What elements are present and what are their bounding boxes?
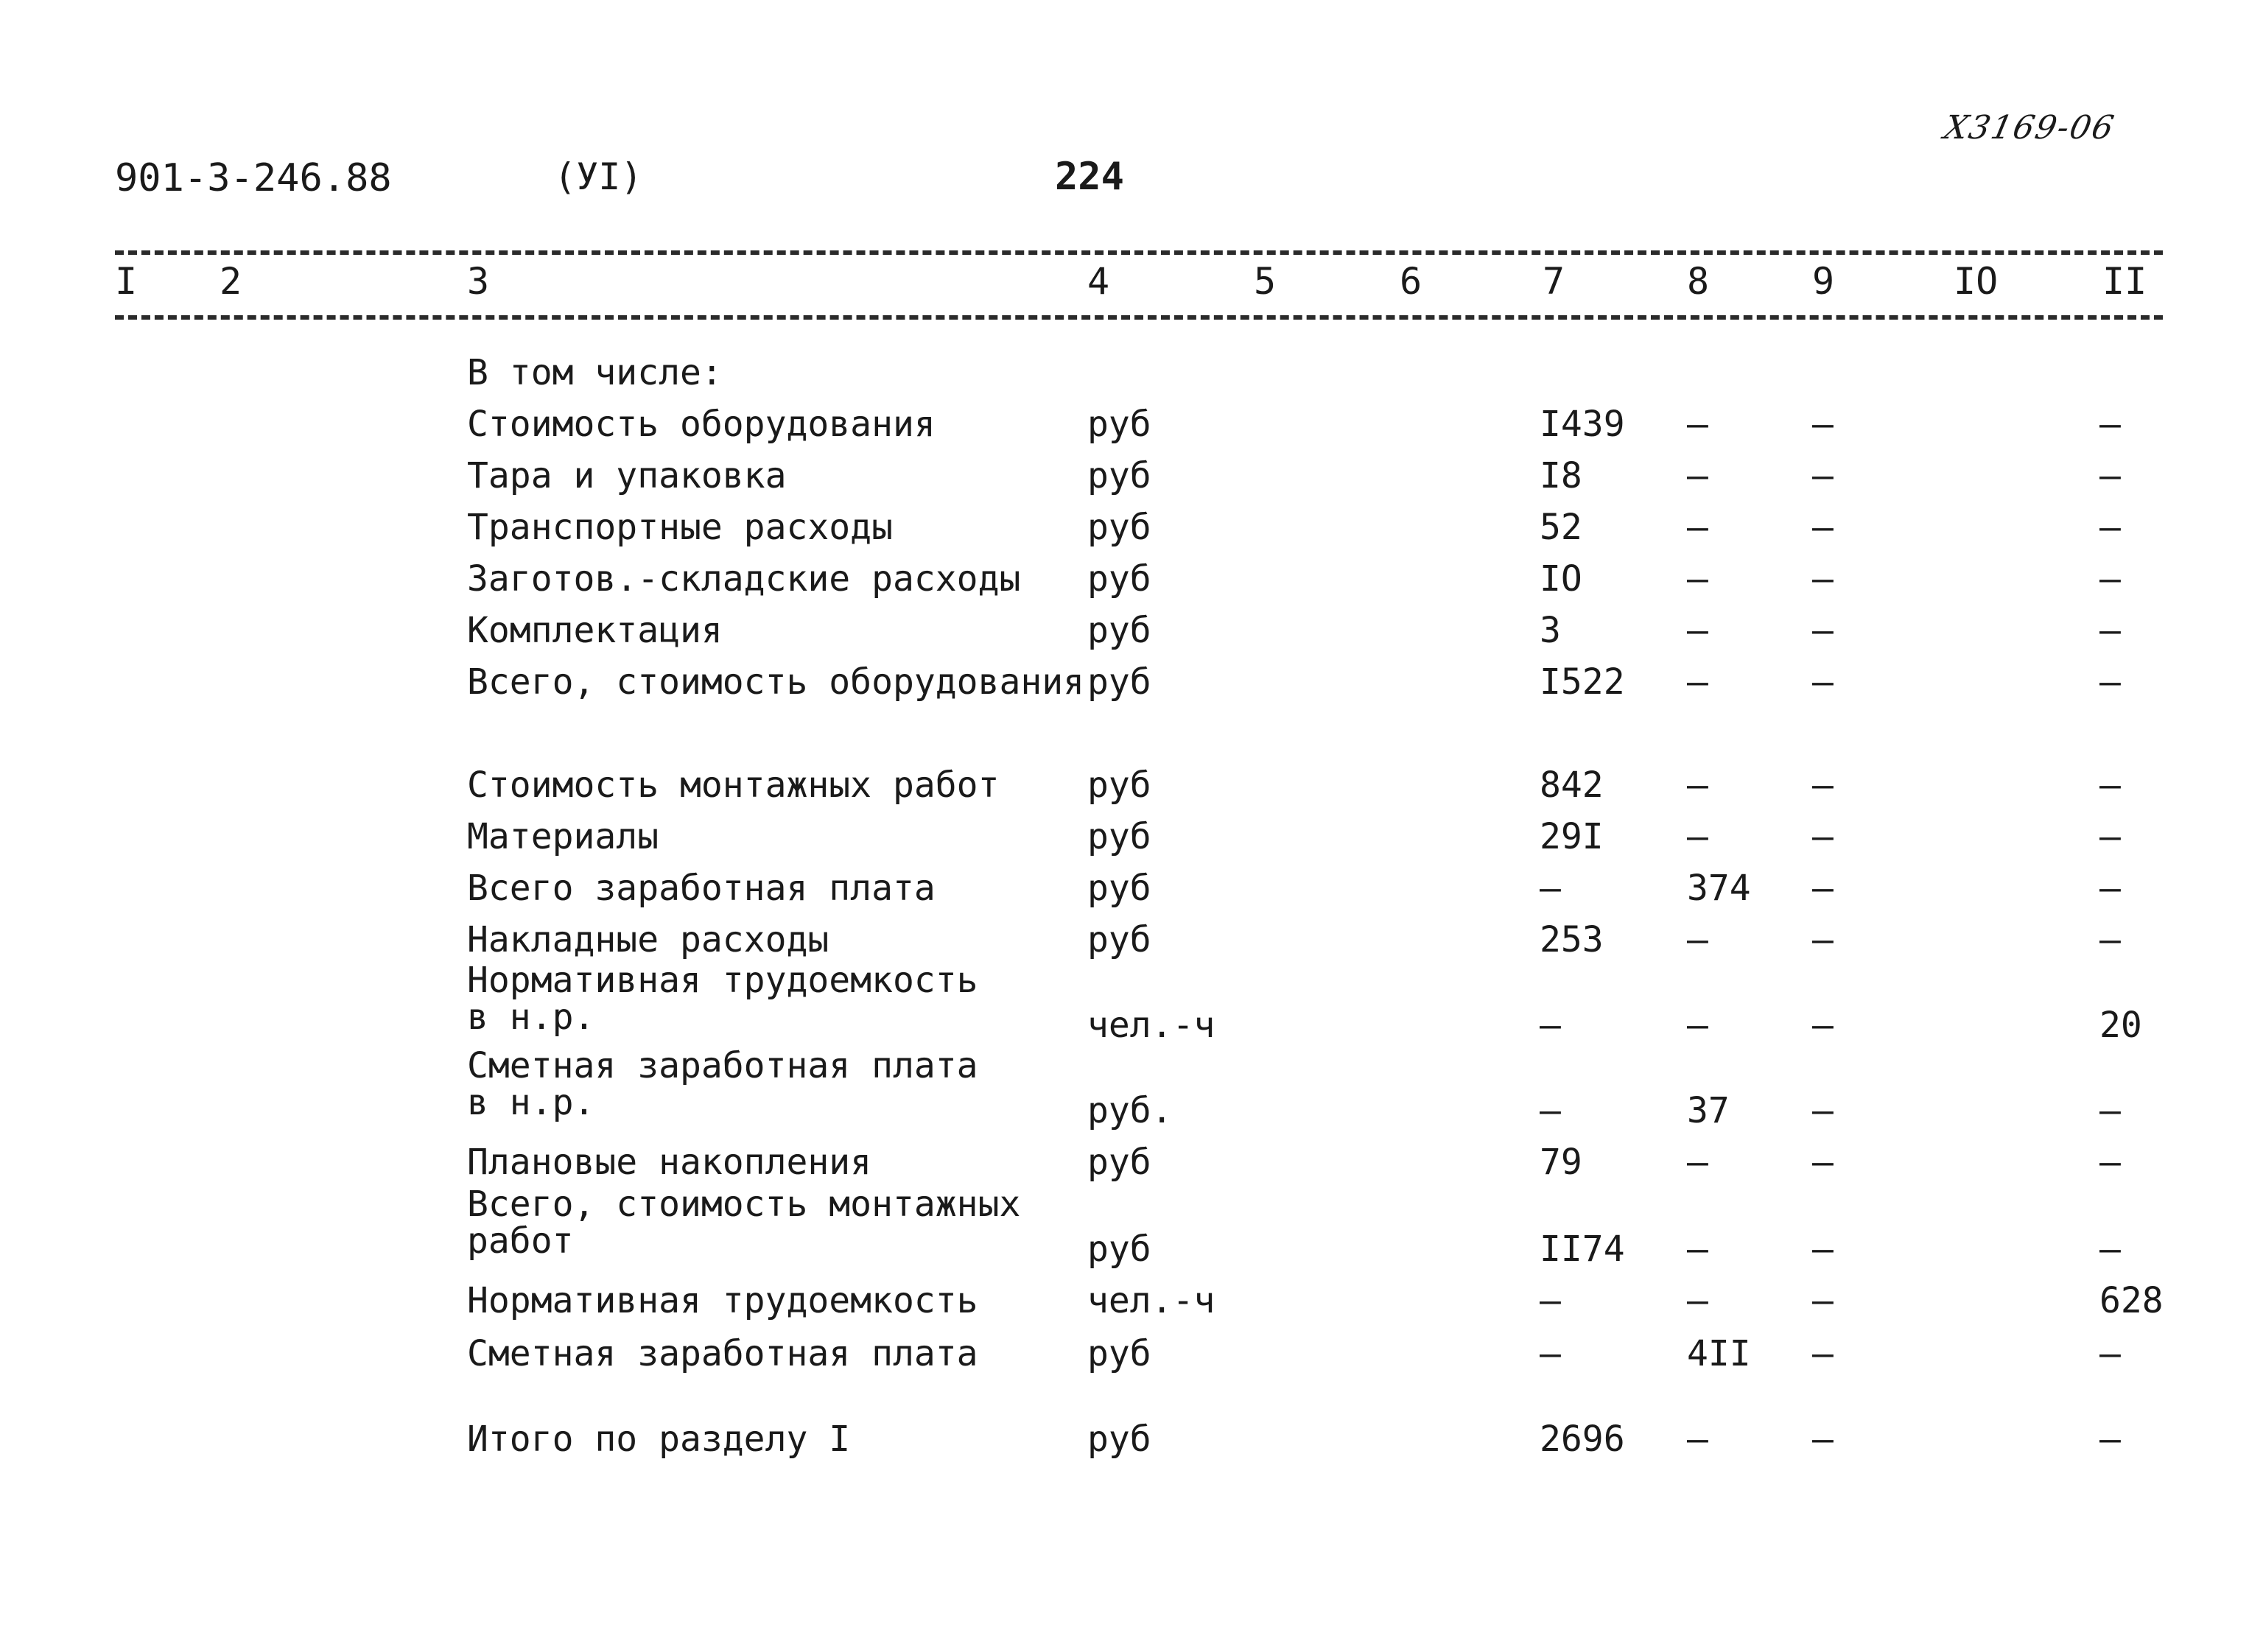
cell-c8: – [1687,610,1708,651]
cell-c8: – [1687,816,1708,857]
column-header: IO [1954,260,1999,303]
cell-c9: – [1812,765,1834,806]
cell-c9: – [1812,1090,1834,1131]
table-row [0,1184,2263,1270]
table-row [0,661,2263,713]
cell-c11: – [2099,868,2121,909]
cell-c11: – [2099,816,2121,857]
cell-c8: – [1687,1280,1708,1321]
cell-c9: – [1812,455,1834,496]
cell-c11: – [2099,610,2121,651]
row-label: Стоимость оборудования [467,404,936,445]
row-unit: руб [1087,765,1151,806]
row-unit: руб [1087,610,1151,651]
cell-c7: IO [1540,558,1582,600]
row-label: Стоимость монтажных работ [467,765,1000,806]
row-label: Всего заработная плата [467,868,936,909]
row-label: Заготов.-складские расходы [467,558,1021,600]
cell-c9: – [1812,1333,1834,1374]
cell-c9: – [1812,404,1834,445]
cell-c8: – [1687,1229,1708,1270]
table-row [0,1280,2263,1332]
column-header: 5 [1254,260,1277,303]
row-label: Нормативная трудоемкость [467,1280,978,1321]
table-row [0,352,2263,404]
row-unit: чел.-ч [1087,1280,1215,1321]
cell-c11: – [2099,455,2121,496]
cell-c8: – [1687,507,1708,548]
cell-c7: 253 [1540,919,1604,960]
cell-c8: 37 [1687,1090,1730,1131]
cell-c9: – [1812,868,1834,909]
cell-c7: II74 [1540,1229,1625,1270]
row-label: Накладные расходы [467,919,829,960]
cell-c11: – [2099,661,2121,703]
cell-c9: – [1812,1005,1834,1046]
row-label: Транспортные расходы [467,507,893,548]
cell-c9: – [1812,661,1834,703]
cell-c8: 374 [1687,868,1751,909]
column-header: 8 [1687,260,1710,303]
cell-c8: – [1687,661,1708,703]
cell-c9: – [1812,1280,1834,1321]
cell-c7: I522 [1540,661,1625,703]
cell-c9: – [1812,610,1834,651]
cell-c8: – [1687,1005,1708,1046]
row-label: Всего, стоимость оборудования [467,661,1085,703]
row-unit: руб [1087,507,1151,548]
cell-c9: – [1812,1229,1834,1270]
column-header: 2 [220,260,242,303]
row-unit: руб [1087,661,1151,703]
cell-c7: 2696 [1540,1419,1625,1460]
cell-c9: – [1812,1419,1834,1460]
cell-c9: – [1812,507,1834,548]
row-label: Материалы [467,816,659,857]
column-header: 3 [467,260,490,303]
cell-c9: – [1812,558,1834,600]
cell-c7: I439 [1540,404,1625,445]
table-row [0,558,2263,610]
cell-c11: – [2099,919,2121,960]
row-label: Комплектация [467,610,723,651]
row-label: Итого по разделу I [467,1419,851,1460]
row-unit: руб [1087,919,1151,960]
cell-c11: – [2099,765,2121,806]
cell-c8: – [1687,765,1708,806]
cell-c9: – [1812,919,1834,960]
cell-c7: 29I [1540,816,1604,857]
cell-c11: – [2099,1333,2121,1374]
part-number: (УI) [554,155,643,198]
top-dashed-rule [115,250,2163,255]
table-row [0,507,2263,558]
table-row [0,960,2263,1046]
table-row [0,455,2263,507]
table-row [0,765,2263,816]
table-row [0,610,2263,661]
cell-c7: I8 [1540,455,1582,496]
row-unit: руб [1087,816,1151,857]
bottom-dashed-rule [115,315,2163,320]
row-unit: руб [1087,1333,1151,1374]
cell-c8: – [1687,455,1708,496]
cell-c8: 4II [1687,1333,1751,1374]
cell-c11: – [2099,1142,2121,1183]
row-label: В том числе: [467,352,723,393]
table-row [0,1142,2263,1193]
cell-c7: 3 [1540,610,1561,651]
column-header: 6 [1400,260,1422,303]
row-label: Сметная заработная плата [467,1333,978,1374]
cell-c11: – [2099,1419,2121,1460]
cell-c7: 79 [1540,1142,1582,1183]
table-row [0,919,2263,971]
row-unit: руб [1087,868,1151,909]
row-unit: руб [1087,1419,1151,1460]
cell-c11: – [2099,404,2121,445]
row-unit: руб [1087,1142,1151,1183]
cell-c9: – [1812,1142,1834,1183]
table-row [0,1045,2263,1131]
cell-c11: 628 [2099,1280,2164,1321]
cell-c9: – [1812,816,1834,857]
cell-c8: – [1687,1142,1708,1183]
row-unit: руб [1087,1229,1151,1270]
row-unit: чел.-ч [1087,1005,1215,1046]
cell-c11: 20 [2099,1005,2142,1046]
cell-c7: – [1540,1090,1561,1131]
cell-c8: – [1687,1419,1708,1460]
table-row [0,1419,2263,1470]
row-unit: руб [1087,455,1151,496]
row-label: Плановые накопления [467,1142,872,1183]
row-label: Тара и упаковка [467,455,787,496]
cell-c8: – [1687,558,1708,600]
document-code: 901-3-246.88 [115,156,392,200]
cell-c7: – [1540,868,1561,909]
column-header: 9 [1812,260,1835,303]
column-header: 4 [1087,260,1110,303]
row-unit: руб [1087,404,1151,445]
cell-c7: – [1540,1280,1561,1321]
cell-c8: – [1687,404,1708,445]
table-row [0,868,2263,919]
column-header: II [2102,260,2147,303]
column-header: 7 [1543,260,1565,303]
cell-c11: – [2099,1090,2121,1131]
cell-c11: – [2099,507,2121,548]
cell-c7: – [1540,1005,1561,1046]
row-label: Нормативная трудоемкость в н.р. [467,960,978,1038]
table-row [0,404,2263,455]
row-label: Сметная заработная плата в н.р. [467,1045,978,1123]
cell-c7: – [1540,1333,1561,1374]
row-label: Всего, стоимость монтажных работ [467,1184,1021,1262]
cell-c11: – [2099,1229,2121,1270]
row-unit: руб [1087,558,1151,600]
table-row [0,1333,2263,1385]
page-number: 224 [1055,155,1124,199]
handwritten-code: Х3169-06 [1940,109,2119,147]
row-unit: руб. [1087,1090,1173,1131]
cell-c7: 842 [1540,765,1604,806]
cell-c8: – [1687,919,1708,960]
table-row [0,816,2263,868]
cell-c7: 52 [1540,507,1582,548]
column-header: I [115,260,138,303]
cell-c11: – [2099,558,2121,600]
